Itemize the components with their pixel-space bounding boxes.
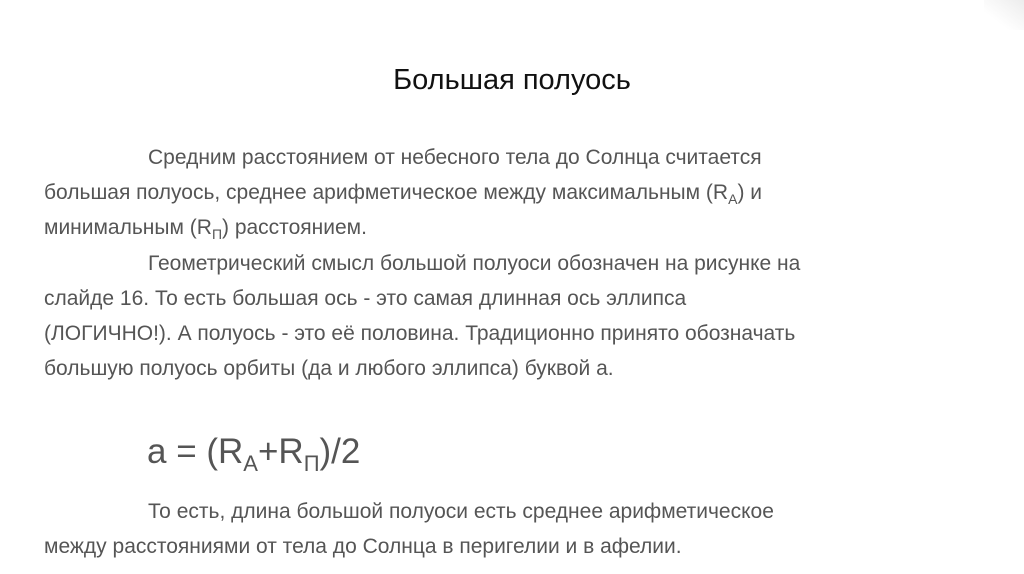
paragraph1-line1: Средним расстоянием от небесного тела до Солнца считается [148, 146, 762, 169]
paragraph1-line3-text: минимальным (R [44, 216, 212, 239]
paragraph1-line2-end: ) и [737, 181, 762, 204]
formula-part1: a = (R [147, 432, 244, 471]
subscript-aphelion: A [728, 191, 738, 207]
formula-part3: )/2 [319, 432, 361, 471]
paragraph-conclusion [44, 494, 984, 564]
paragraph-geometric-meaning [44, 246, 984, 386]
paragraph2-line2: слайде 16. То есть большая ось - это самая длинная ось эллипса [44, 287, 687, 310]
paragraph2-line1: Геометрический смысл большой полуоси обозначен на рисунке на [148, 252, 801, 275]
paragraph1-line3 [44, 210, 984, 245]
paragraph1-line2 [44, 175, 984, 210]
subscript-perihelion: П [211, 226, 222, 242]
formula-subscript-a: A [243, 451, 258, 476]
formula-subscript-p: П [303, 451, 320, 476]
page-corner-shadow [984, 0, 1024, 30]
paragraph3-line1: То есть, длина большой полуоси есть среднее арифметическое [148, 500, 774, 523]
semi-major-axis-formula [147, 428, 360, 476]
formula-part2: +R [257, 432, 304, 471]
paragraph1-line2-text: большая полуось, среднее арифметическое между максимальным (R [44, 181, 729, 204]
paragraph1-line3-end: ) расстоянием. [222, 216, 367, 239]
paragraph2-line4: большую полуось орбиты (да и любого эллипса) буквой a. [44, 357, 614, 380]
paragraph2-line3: (ЛОГИЧНО!). А полуось - это её половина. Традиционно принято обозначать [44, 322, 796, 345]
slide-title: Большая полуось [393, 64, 631, 96]
paragraph3-line2: между расстояниями от тела до Солнца в перигелии и в афелии. [44, 535, 682, 558]
paragraph-definition [44, 140, 984, 245]
